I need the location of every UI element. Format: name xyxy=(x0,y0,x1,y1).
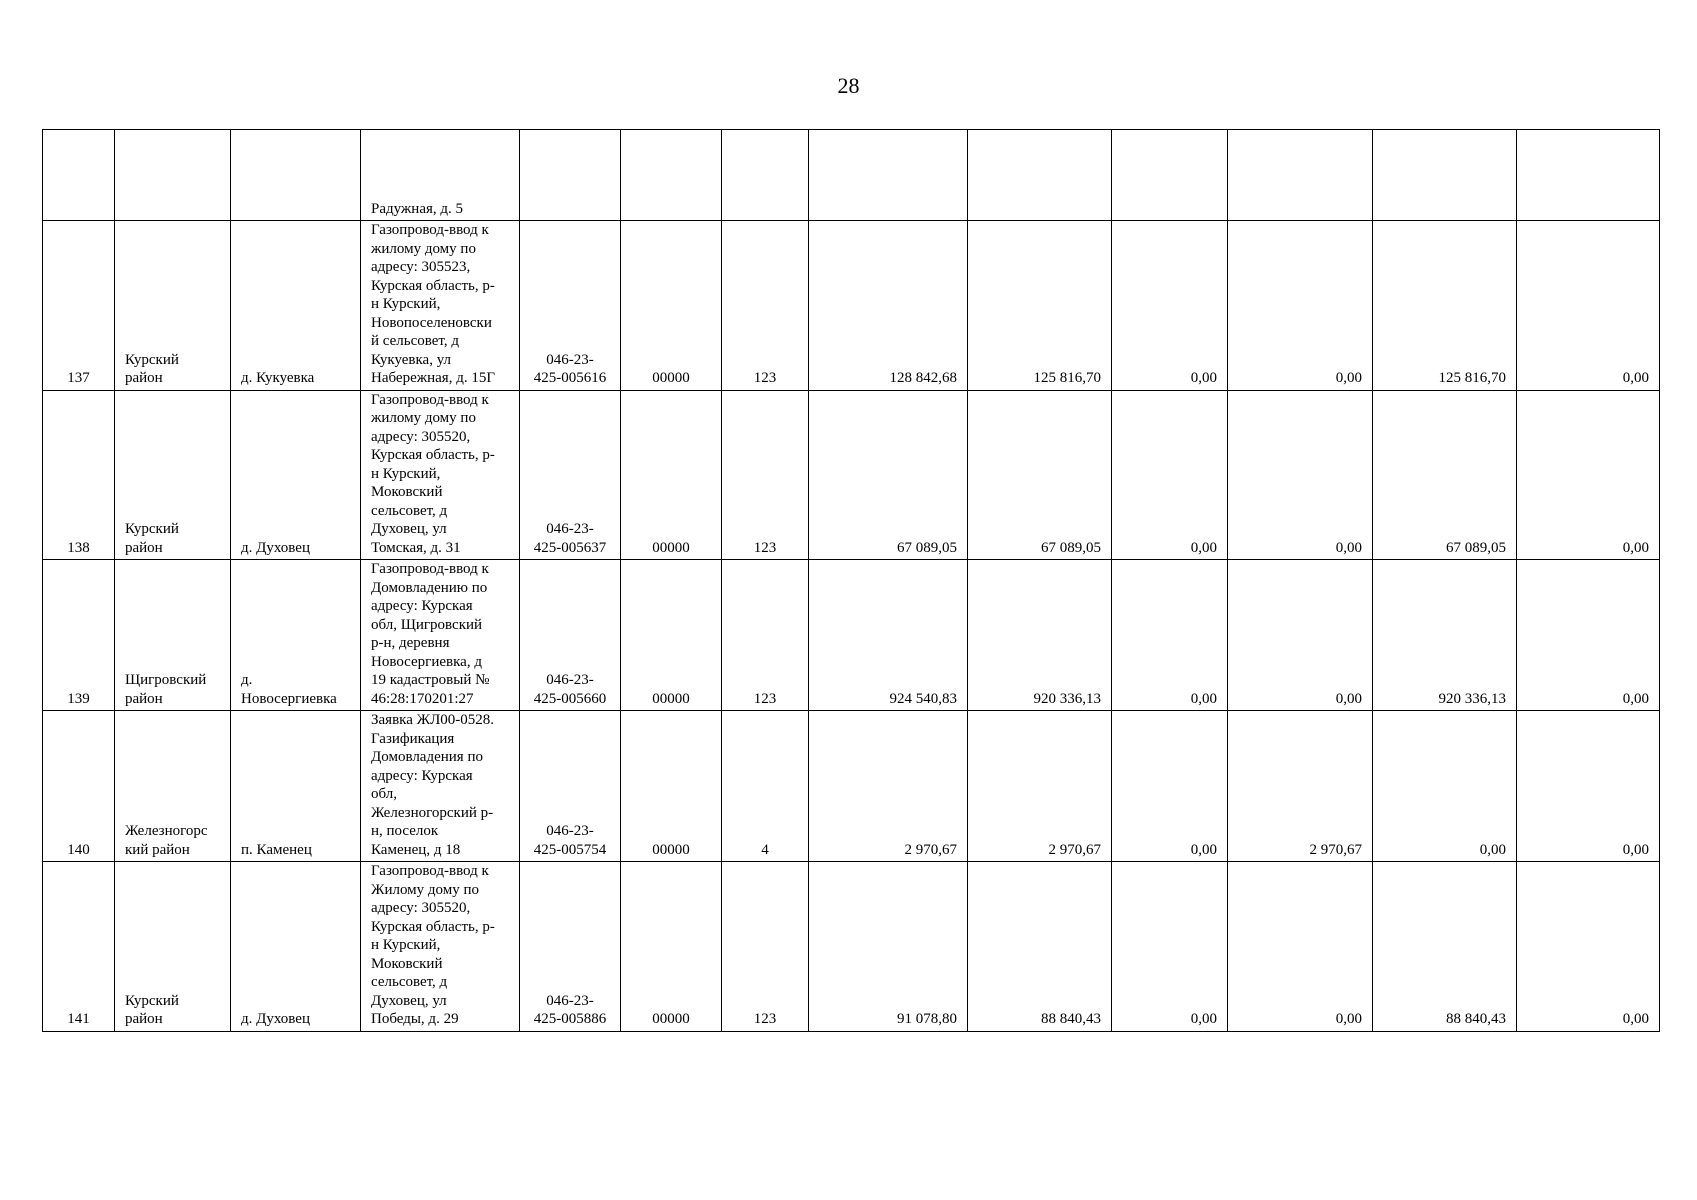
code-number-cell: 00000 xyxy=(621,560,722,711)
district-cell: Железногорс кий район xyxy=(115,711,231,862)
code-number-cell: 00000 xyxy=(621,711,722,862)
district-cell: Курский район xyxy=(115,390,231,560)
amount-cell: 125 816,70 xyxy=(1373,221,1517,391)
amount-cell: 67 089,05 xyxy=(809,390,968,560)
amount-cell: 67 089,05 xyxy=(1373,390,1517,560)
amount-cell: 0,00 xyxy=(1517,390,1660,560)
code-number-cell: 00000 xyxy=(621,390,722,560)
amount-cell: 0,00 xyxy=(1517,560,1660,711)
locality-cell: д. Духовец xyxy=(231,862,361,1032)
table-row xyxy=(43,221,1660,391)
amount-cell: 0,00 xyxy=(1112,390,1228,560)
data-table xyxy=(42,129,1660,1032)
code-cell: 046-23- 425-005660 xyxy=(520,560,621,711)
amount-cell: 920 336,13 xyxy=(1373,560,1517,711)
amount-cell: 0,00 xyxy=(1112,221,1228,391)
amount-cell: 0,00 xyxy=(1228,560,1373,711)
locality-cell: д. Духовец xyxy=(231,390,361,560)
amount-cell: 0,00 xyxy=(1228,221,1373,391)
table-cell xyxy=(809,130,968,221)
description-cell: Радужная, д. 5 xyxy=(361,130,520,221)
code-cell: 046-23- 425-005886 xyxy=(520,862,621,1032)
row-number-cell: 138 xyxy=(43,390,115,560)
description-cell: Газопровод-ввод к Домовладению по адресу: Курская обл, Щигровский р-н, деревня Новосергиевка, д 19 кадастровый № 46:28:170201:27 xyxy=(361,560,520,711)
amount-cell: 0,00 xyxy=(1517,711,1660,862)
table-cell xyxy=(1112,130,1228,221)
table-cell xyxy=(231,130,361,221)
locality-cell: д. Новосергиевка xyxy=(231,560,361,711)
table-cell xyxy=(1228,130,1373,221)
table-row-continuation xyxy=(43,130,1660,221)
locality-cell: п. Каменец xyxy=(231,711,361,862)
amount-cell: 125 816,70 xyxy=(968,221,1112,391)
table-row xyxy=(43,560,1660,711)
category-cell: 4 xyxy=(722,711,809,862)
table-cell xyxy=(621,130,722,221)
row-number-cell: 137 xyxy=(43,221,115,391)
district-cell: Курский район xyxy=(115,862,231,1032)
code-cell: 046-23- 425-005637 xyxy=(520,390,621,560)
row-number-cell: 141 xyxy=(43,862,115,1032)
description-cell: Газопровод-ввод к жилому дому по адресу: 305520, Курская область, р- н Курский, Моковский сельсовет, д Духовец, ул Томская, д. 31 xyxy=(361,390,520,560)
amount-cell: 88 840,43 xyxy=(968,862,1112,1032)
row-number-cell: 140 xyxy=(43,711,115,862)
amount-cell: 0,00 xyxy=(1228,862,1373,1032)
category-cell: 123 xyxy=(722,221,809,391)
code-number-cell: 00000 xyxy=(621,862,722,1032)
amount-cell: 67 089,05 xyxy=(968,390,1112,560)
table-cell xyxy=(43,130,115,221)
district-cell: Курский район xyxy=(115,221,231,391)
locality-cell: д. Кукуевка xyxy=(231,221,361,391)
category-cell: 123 xyxy=(722,560,809,711)
table-cell xyxy=(722,130,809,221)
amount-cell: 0,00 xyxy=(1517,221,1660,391)
row-number-cell: 139 xyxy=(43,560,115,711)
code-cell: 046-23- 425-005616 xyxy=(520,221,621,391)
description-cell: Газопровод-ввод к Жилому дому по адресу: 305520, Курская область, р- н Курский, Моковский сельсовет, д Духовец, ул Победы, д. 29 xyxy=(361,862,520,1032)
amount-cell: 91 078,80 xyxy=(809,862,968,1032)
code-number-cell: 00000 xyxy=(621,221,722,391)
table-row xyxy=(43,862,1660,1032)
amount-cell: 0,00 xyxy=(1373,711,1517,862)
table-cell xyxy=(1517,130,1660,221)
page-number: 28 xyxy=(837,73,860,98)
table-cell xyxy=(1373,130,1517,221)
amount-cell: 0,00 xyxy=(1112,711,1228,862)
amount-cell: 2 970,67 xyxy=(1228,711,1373,862)
amount-cell: 2 970,67 xyxy=(809,711,968,862)
amount-cell: 0,00 xyxy=(1228,390,1373,560)
description-cell: Газопровод-ввод к жилому дому по адресу: 305523, Курская область, р- н Курский, Новопоселеновски й сельсовет, д Кукуевка, ул Набережная, д. 15Г xyxy=(361,221,520,391)
table-cell xyxy=(115,130,231,221)
amount-cell: 924 540,83 xyxy=(809,560,968,711)
code-cell: 046-23- 425-005754 xyxy=(520,711,621,862)
amount-cell: 2 970,67 xyxy=(968,711,1112,862)
amount-cell: 0,00 xyxy=(1112,560,1228,711)
table-cell xyxy=(520,130,621,221)
amount-cell: 0,00 xyxy=(1517,862,1660,1032)
amount-cell: 88 840,43 xyxy=(1373,862,1517,1032)
table-row xyxy=(43,390,1660,560)
description-cell: Заявка ЖЛ00-0528. Газификация Домовладения по адресу: Курская обл, Железногорский р- н, поселок Каменец, д 18 xyxy=(361,711,520,862)
amount-cell: 920 336,13 xyxy=(968,560,1112,711)
table-cell xyxy=(968,130,1112,221)
category-cell: 123 xyxy=(722,390,809,560)
district-cell: Щигровский район xyxy=(115,560,231,711)
category-cell: 123 xyxy=(722,862,809,1032)
amount-cell: 0,00 xyxy=(1112,862,1228,1032)
amount-cell: 128 842,68 xyxy=(809,221,968,391)
table-row xyxy=(43,711,1660,862)
